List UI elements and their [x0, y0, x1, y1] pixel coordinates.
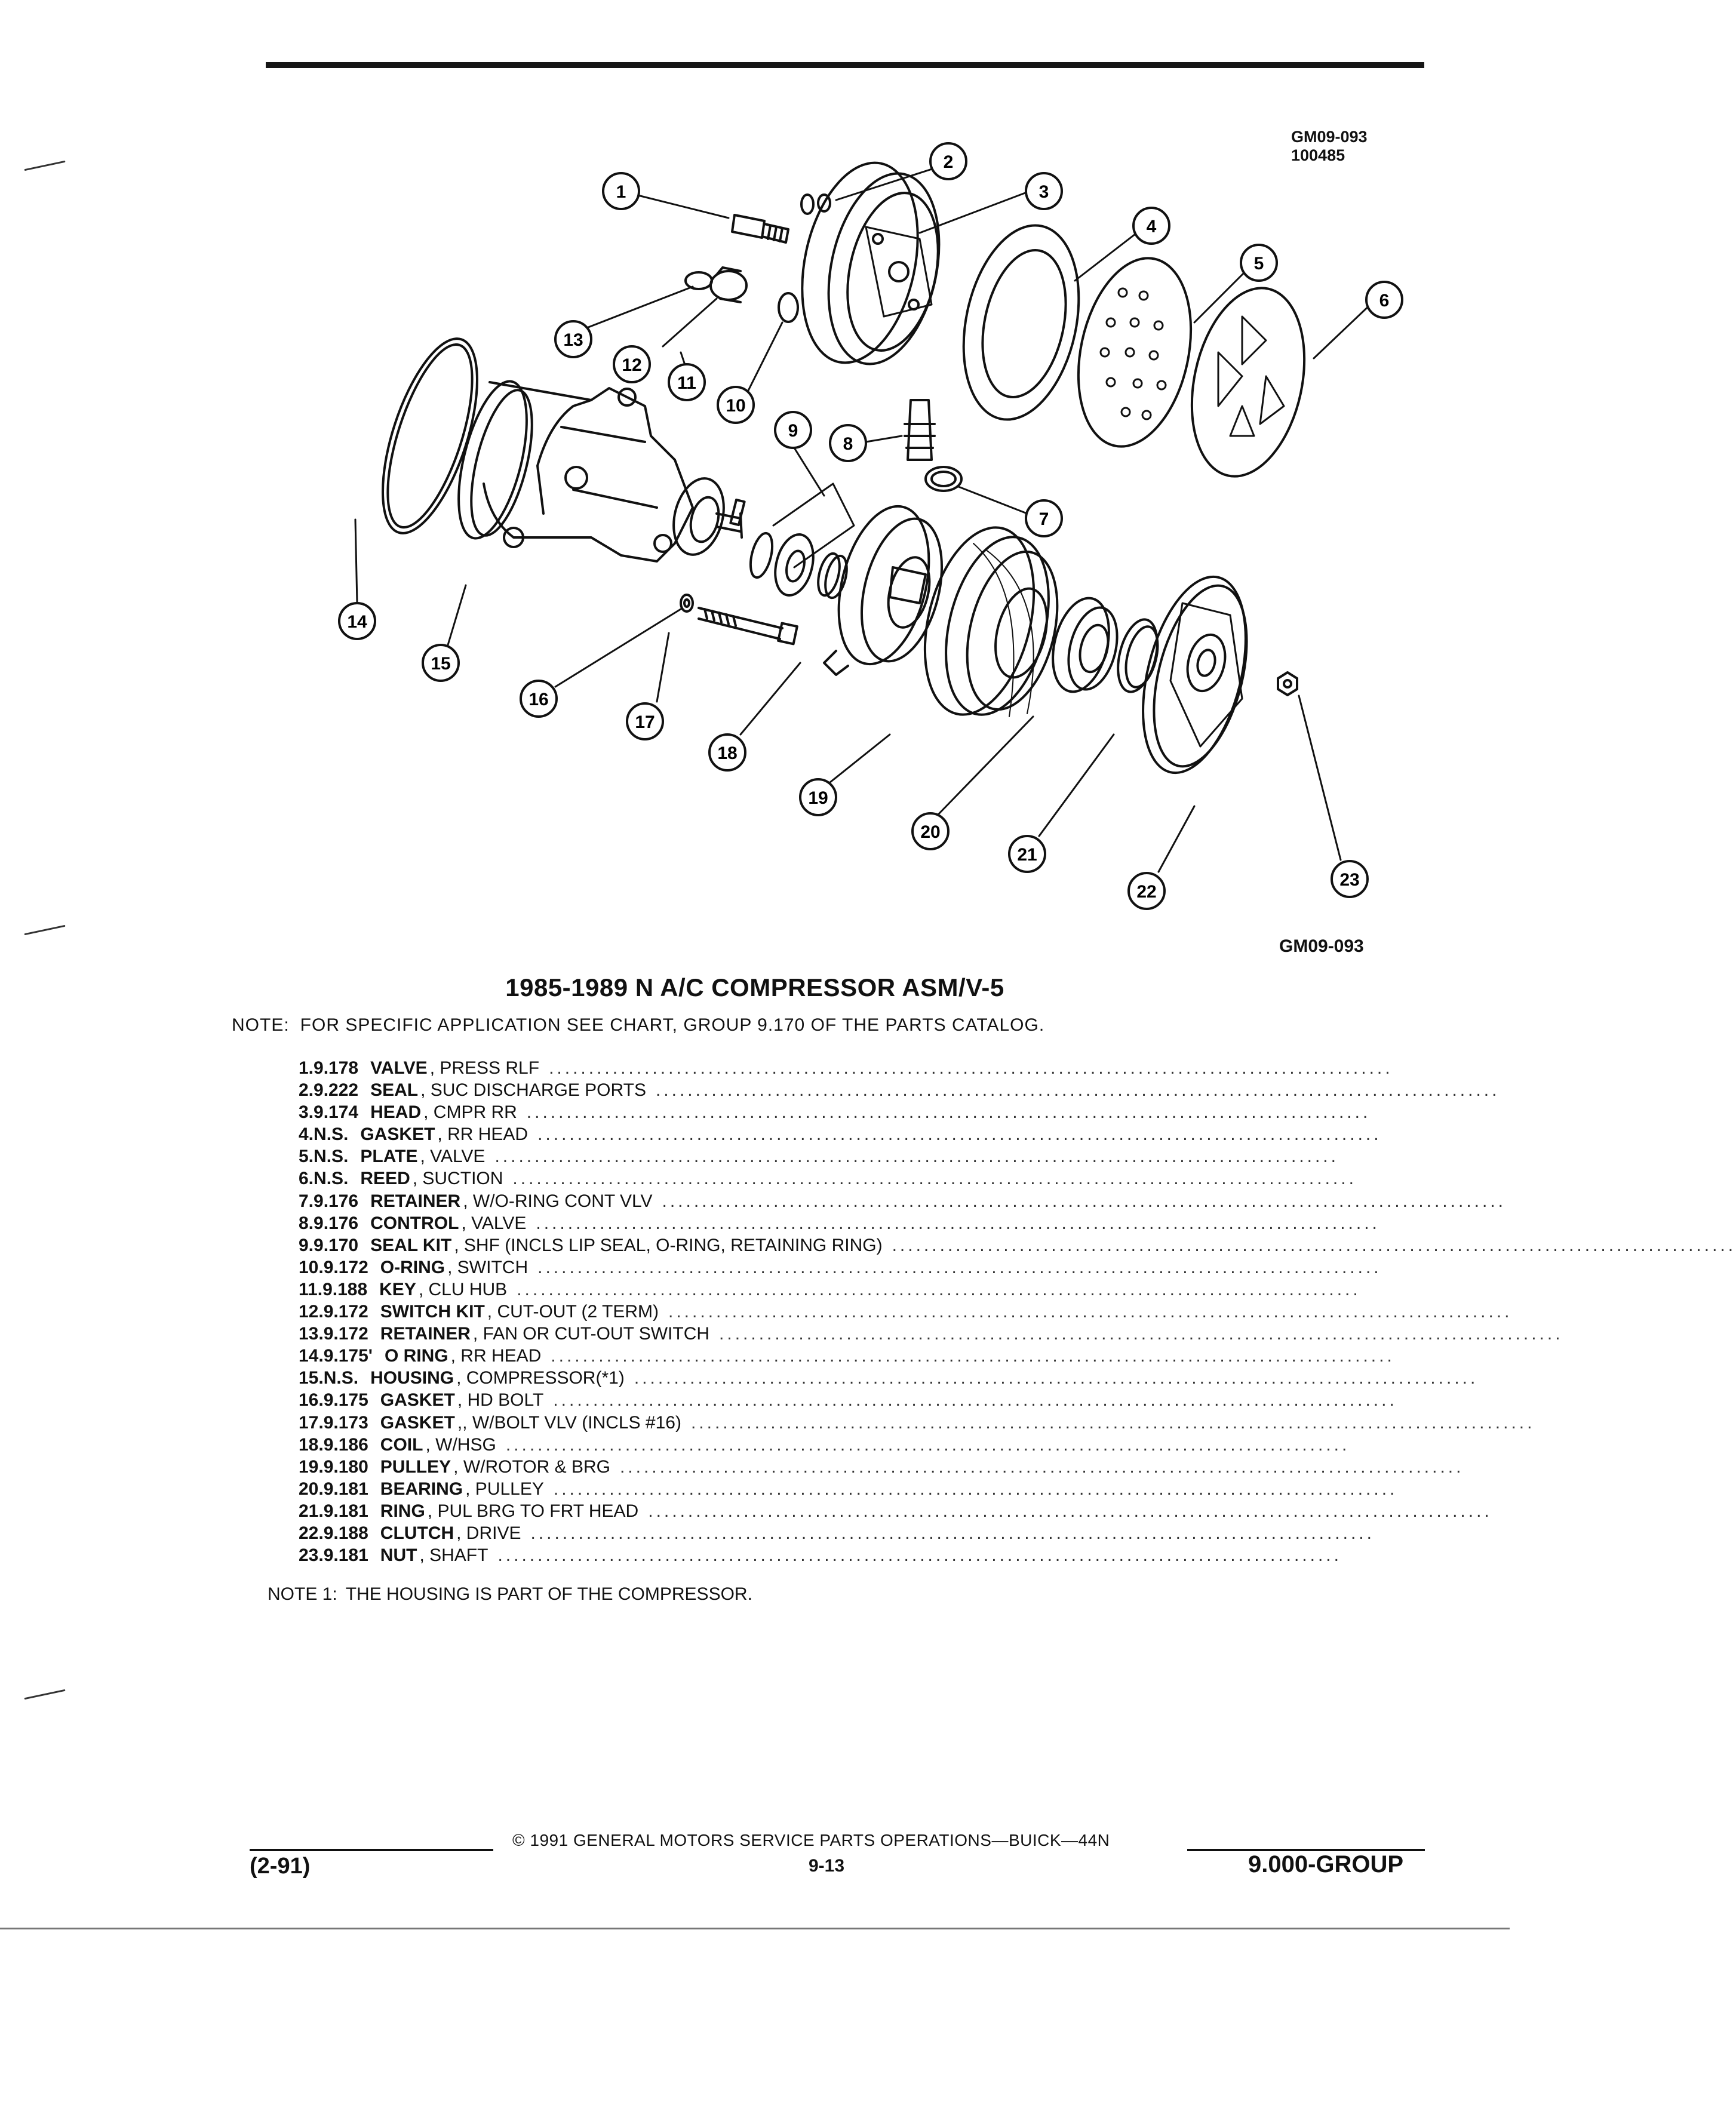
part-description: , PUL BRG TO FRT HEAD: [427, 1501, 639, 1521]
part-name: O-RING: [380, 1257, 445, 1277]
callout-20: [912, 813, 948, 849]
part-description: , CMPR RR: [423, 1102, 517, 1123]
part-number: 13.: [299, 1324, 324, 1344]
diagram-date-code: 100485: [1291, 146, 1345, 164]
part-number: 16.: [299, 1390, 324, 1410]
part-name: RETAINER: [380, 1324, 471, 1344]
svg-text:5: 5: [1253, 254, 1264, 273]
parts-row: [299, 1079, 1500, 1101]
leader-dots: ..........................................................................................................: [494, 1147, 1339, 1167]
part-description: , COMPRESSOR(*1): [456, 1368, 625, 1388]
leader-dots: ..........................................................................................................: [668, 1302, 1513, 1322]
clutch-drive-part: [1125, 566, 1264, 783]
parts-row: [299, 1101, 1371, 1123]
part-number: 1.: [299, 1058, 314, 1078]
note1-label: NOTE 1:: [268, 1584, 337, 1604]
part-group-code: N.S.: [314, 1124, 349, 1145]
part-description: , SUC DISCHARGE PORTS: [420, 1080, 646, 1101]
svg-text:8: 8: [843, 434, 853, 454]
control-valve-part: [905, 400, 935, 460]
leader-lines: [355, 167, 1374, 872]
parts-row: [299, 1256, 1382, 1279]
margin-mark: [24, 925, 65, 935]
callout-1: [603, 173, 639, 209]
leader-dots: ..........................................................................................................: [551, 1346, 1395, 1366]
part-name: GASKET: [380, 1412, 455, 1433]
margin-mark: [24, 1689, 65, 1700]
parts-row: [299, 1123, 1382, 1145]
part-group-code: 9.181: [323, 1545, 368, 1566]
callout-18: [709, 735, 745, 770]
callout-5: [1241, 245, 1277, 281]
housing-note: [268, 1584, 752, 1605]
callout-10: [718, 387, 754, 423]
leader-dots: ..........................................................................................................: [537, 1124, 1382, 1145]
part-description: , VALVE: [461, 1213, 527, 1233]
callout-19: [800, 779, 836, 815]
bottom-rule: [0, 1928, 1510, 1929]
callout-16: [521, 681, 557, 717]
part-number: 15.: [299, 1368, 324, 1388]
leader-dots: ..........................................................................................................: [634, 1368, 1479, 1388]
part-group-code: 9.188: [323, 1523, 368, 1543]
leader-dots: ..........................................................................................................: [526, 1102, 1371, 1123]
part-group-code: 9.181: [323, 1479, 368, 1499]
leader-dots: ..........................................................................................................: [892, 1235, 1736, 1255]
part-name: KEY: [379, 1279, 416, 1299]
part-name: GASKET: [380, 1390, 455, 1410]
switch-kit-part: [711, 268, 746, 302]
svg-text:18: 18: [717, 743, 738, 763]
callout-22: [1129, 873, 1164, 909]
callout-23: [1332, 861, 1368, 897]
parts-row: [299, 1412, 1535, 1434]
parts-row: [299, 1456, 1464, 1478]
part-description: , RR HEAD: [450, 1346, 542, 1366]
leader-dots: ..........................................................................................................: [655, 1080, 1500, 1101]
part-group-code: 9.172: [323, 1257, 368, 1277]
callout-8: [830, 425, 866, 461]
part-description: , PULLEY: [465, 1479, 544, 1499]
leader-dots: ..........................................................................................................: [662, 1191, 1506, 1211]
callout-13: [555, 321, 591, 357]
part-name: COIL: [380, 1434, 423, 1455]
leader-dots: ..........................................................................................................: [648, 1501, 1492, 1521]
key-clu-hub-part: [730, 500, 744, 525]
part-name: BEARING: [380, 1479, 463, 1499]
parts-row: [299, 1323, 1563, 1345]
part-description: , SUCTION: [412, 1169, 503, 1189]
part-number: 5.: [299, 1147, 314, 1167]
svg-text:17: 17: [635, 712, 655, 732]
parts-row: [299, 1522, 1375, 1544]
part-description: , VALVE: [420, 1147, 486, 1167]
part-group-code: 9.172: [323, 1324, 368, 1344]
part-group-code: 9.175': [323, 1346, 373, 1366]
gasket-hd-bolt-part: [681, 595, 693, 611]
part-description: , SHF (INCLS LIP SEAL, O-RING, RETAINING RING): [454, 1235, 883, 1255]
part-number: 23.: [299, 1545, 324, 1566]
pulley-w-rotor-brg-part: [907, 516, 1073, 726]
part-description: , RR HEAD: [437, 1124, 529, 1145]
parts-row: [299, 1234, 1736, 1256]
bearing-pulley-part: [1044, 592, 1125, 698]
leader-dots: ..........................................................................................................: [690, 1412, 1535, 1433]
part-group-code: 9.180: [323, 1456, 368, 1477]
part-group-code: 9.181: [323, 1501, 368, 1521]
parts-row: [299, 1279, 1361, 1301]
leader-dots: ..........................................................................................................: [517, 1279, 1361, 1299]
diagram-id-bottom: GM09-093: [1279, 936, 1364, 956]
part-name: SEAL KIT: [370, 1235, 452, 1255]
part-number: 20.: [299, 1479, 324, 1499]
svg-text:3: 3: [1038, 182, 1049, 202]
o-ring-rr-head-part: [364, 328, 497, 544]
nut-shaft-part: [1278, 672, 1297, 695]
leader-dots: ..........................................................................................................: [512, 1169, 1357, 1189]
part-name: SEAL: [370, 1080, 419, 1101]
part-number: 21.: [299, 1501, 324, 1521]
parts-row: [299, 1544, 1342, 1566]
application-note: [232, 1015, 1044, 1035]
housing-compressor-part: [445, 374, 742, 561]
part-group-code: 9.176: [314, 1191, 359, 1211]
part-name: GASKET: [360, 1124, 435, 1145]
part-name: CONTROL: [370, 1213, 459, 1233]
part-group-code: N.S.: [323, 1368, 359, 1388]
valve-press-rlf-part: [732, 215, 788, 242]
leader-dots: ..........................................................................................................: [549, 1058, 1393, 1078]
svg-text:16: 16: [529, 690, 549, 709]
part-number: 18.: [299, 1434, 324, 1455]
svg-text:1: 1: [616, 182, 626, 202]
part-description: , W/HSG: [425, 1434, 496, 1455]
part-number: 9.: [299, 1235, 314, 1255]
parts-row: [299, 1057, 1393, 1079]
retainer-o-ring-part: [926, 467, 961, 491]
part-number: 10.: [299, 1257, 324, 1277]
svg-text:22: 22: [1136, 882, 1157, 902]
part-number: 3.: [299, 1102, 314, 1123]
callout-9: [775, 412, 811, 448]
part-name: RETAINER: [370, 1191, 461, 1211]
part-number: 4.: [299, 1124, 314, 1145]
leader-dots: ..........................................................................................................: [505, 1434, 1350, 1455]
part-description: , CLU HUB: [418, 1279, 508, 1299]
part-description: , SWITCH: [447, 1257, 529, 1277]
leader-dots: ..........................................................................................................: [536, 1213, 1380, 1233]
parts-list: [299, 1057, 1736, 1566]
part-name: NUT: [380, 1545, 417, 1566]
parts-row: [299, 1500, 1492, 1522]
part-number: 14.: [299, 1346, 324, 1366]
parts-row: [299, 1190, 1506, 1212]
leader-dots: ..........................................................................................................: [719, 1324, 1563, 1344]
parts-row: [299, 1434, 1350, 1456]
parts-row: [299, 1345, 1395, 1367]
leader-dots: ..........................................................................................................: [619, 1456, 1464, 1477]
part-name: REED: [360, 1169, 410, 1189]
part-number: 2.: [299, 1080, 314, 1101]
o-ring-switch-part: [779, 293, 798, 322]
parts-row: [299, 1212, 1380, 1234]
part-number: 11.: [299, 1279, 323, 1299]
footer-copyright: © 1991 GENERAL MOTORS SERVICE PARTS OPERATIONS—BUICK—44N: [512, 1831, 1110, 1849]
part-number: 7.: [299, 1191, 314, 1211]
footer-rule-left: [250, 1849, 493, 1851]
svg-text:21: 21: [1017, 845, 1037, 865]
part-group-code: 9.172: [323, 1302, 368, 1322]
part-number: 6.: [299, 1169, 314, 1189]
part-description: , HD BOLT: [457, 1390, 544, 1410]
svg-text:4: 4: [1146, 217, 1157, 236]
parts-row: [299, 1389, 1397, 1411]
leader-dots: ..........................................................................................................: [553, 1390, 1397, 1410]
part-number: 17.: [299, 1412, 324, 1433]
part-name: O RING: [384, 1346, 448, 1366]
part-description: , W/ROTOR & BRG: [453, 1456, 610, 1477]
leader-dots: ..........................................................................................................: [553, 1479, 1398, 1499]
margin-mark: [24, 161, 65, 171]
parts-row: [299, 1478, 1398, 1500]
page-title: 1985-1989 N A/C COMPRESSOR ASM/V-5: [505, 973, 1004, 1001]
part-name: CLUTCH: [380, 1523, 454, 1543]
svg-text:13: 13: [563, 330, 583, 350]
part-description: , W/O-RING CONT VLV: [463, 1191, 653, 1211]
callout-11: [669, 364, 705, 400]
svg-text:7: 7: [1038, 509, 1049, 529]
callout-3: [1026, 173, 1062, 209]
leader-dots: ..........................................................................................................: [530, 1523, 1375, 1543]
callout-21: [1009, 836, 1045, 872]
part-name: PULLEY: [380, 1456, 451, 1477]
callout-12: [614, 346, 650, 382]
svg-text:14: 14: [347, 612, 367, 632]
part-group-code: 9.170: [314, 1235, 359, 1255]
callout-4: [1133, 208, 1169, 244]
part-group-code: 9.186: [323, 1434, 368, 1455]
footer-group: 9.000-GROUP: [1248, 1851, 1404, 1877]
seal-kit-part: [746, 484, 854, 600]
head-cmpr-rr-part: [785, 152, 955, 374]
svg-text:10: 10: [726, 396, 746, 416]
part-group-code: N.S.: [314, 1147, 349, 1167]
seal-suc-discharge-part: [801, 195, 830, 214]
part-name: VALVE: [370, 1058, 428, 1078]
footer-page-number: 9-13: [809, 1856, 845, 1876]
part-description: ,, W/BOLT VLV (INCLS #16): [457, 1412, 681, 1433]
part-description: , FAN OR CUT-OUT SWITCH: [472, 1324, 710, 1344]
callout-6: [1366, 282, 1402, 318]
plate-valve-part: [1062, 248, 1207, 457]
parts-row: [299, 1145, 1339, 1167]
part-name: SWITCH KIT: [380, 1302, 485, 1322]
callout-15: [423, 645, 459, 681]
part-number: 8.: [299, 1213, 314, 1233]
part-group-code: 9.174: [314, 1102, 359, 1123]
part-group-code: 9.173: [323, 1412, 368, 1433]
svg-text:20: 20: [920, 822, 941, 842]
part-description: , PRESS RLF: [429, 1058, 540, 1078]
callout-7: [1026, 500, 1062, 536]
svg-text:12: 12: [622, 355, 642, 375]
gasket-rr-head-part: [947, 214, 1096, 430]
bolt-part: [699, 608, 797, 644]
part-description: , SHAFT: [419, 1545, 488, 1566]
callout-14: [339, 603, 375, 639]
svg-text:23: 23: [1339, 870, 1360, 890]
note1-text: THE HOUSING IS PART OF THE COMPRESSOR.: [345, 1584, 752, 1604]
reed-suction-part: [1176, 278, 1321, 487]
part-group-code: 9.222: [314, 1080, 359, 1101]
parts-row: [299, 1301, 1513, 1323]
callout-2: [930, 143, 966, 179]
part-description: , CUT-OUT (2 TERM): [487, 1302, 659, 1322]
svg-text:9: 9: [788, 421, 798, 441]
parts-row: [299, 1167, 1357, 1190]
svg-text:2: 2: [943, 152, 954, 172]
parts-row: [299, 1367, 1479, 1389]
svg-text:15: 15: [431, 654, 451, 674]
retainer-fan-switch-part: [686, 272, 712, 289]
part-group-code: 9.176: [314, 1213, 359, 1233]
part-name: RING: [380, 1501, 425, 1521]
svg-text:6: 6: [1379, 291, 1390, 311]
part-group-code: N.S.: [314, 1169, 349, 1189]
part-group-code: 9.178: [314, 1058, 359, 1078]
leader-dots: ..........................................................................................................: [537, 1257, 1382, 1277]
part-number: 22.: [299, 1523, 324, 1543]
diagram-id-top-code: GM09-093: [1291, 128, 1368, 146]
part-number: 19.: [299, 1456, 324, 1477]
note-label: NOTE:: [232, 1015, 290, 1035]
part-name: HOUSING: [370, 1368, 454, 1388]
part-group-code: 9.175: [323, 1390, 368, 1410]
note-text: FOR SPECIFIC APPLICATION SEE CHART, GROUP 9.170 OF THE PARTS CATALOG.: [300, 1015, 1045, 1035]
exploded-view-diagram: [311, 125, 1433, 938]
top-rule: [266, 62, 1424, 68]
footer-revision: (2-91): [250, 1854, 311, 1879]
callout-17: [627, 703, 663, 739]
leader-dots: ..........................................................................................................: [497, 1545, 1342, 1566]
part-name: PLATE: [360, 1147, 418, 1167]
part-name: HEAD: [370, 1102, 422, 1123]
part-group-code: 9.188: [322, 1279, 368, 1299]
svg-text:19: 19: [808, 788, 828, 808]
svg-text:11: 11: [677, 373, 696, 393]
part-description: , DRIVE: [456, 1523, 521, 1543]
part-number: 12.: [299, 1302, 324, 1322]
